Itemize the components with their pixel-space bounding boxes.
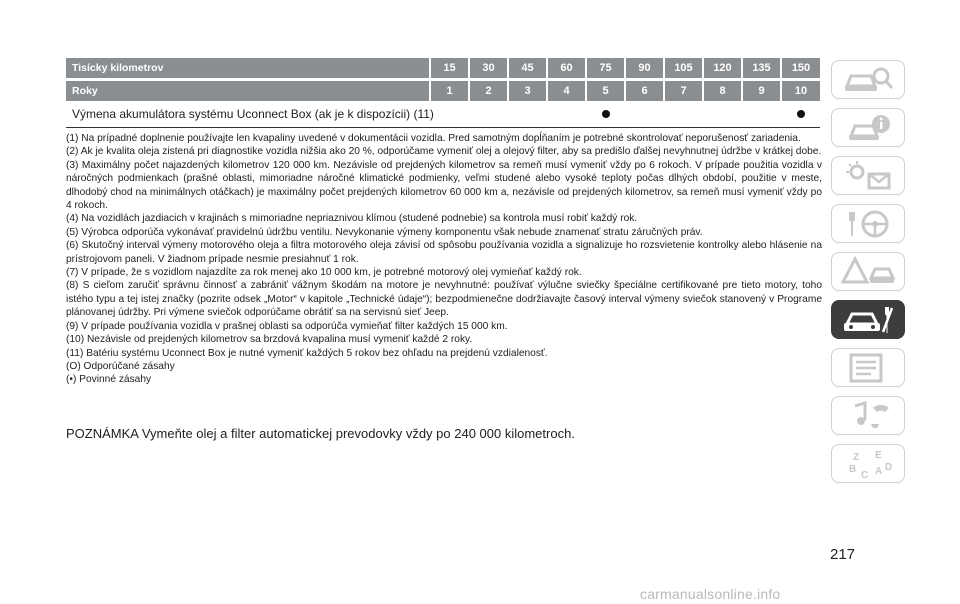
year-cell: 2: [469, 81, 508, 101]
header-years-label: Roky: [66, 81, 430, 101]
footnote: (4) Na vozidlách jazdiacich v krajinách s mimoriadne nepriaznivou klímou (studené podnebie) sa kontrola musí robiť každý rok.: [66, 213, 638, 225]
table-row: [66, 101, 820, 128]
page-number: 217: [830, 546, 856, 563]
row-label: Výmena akumulátora systému Uconnect Box (ak je k dispozícii) (11): [66, 101, 430, 128]
mark-cell: [781, 101, 820, 128]
footnote: (7) V prípade, že s vozidlom najazdíte za rok menej ako 10 000 km, je potrebné motorový olej vymieňať každý rok.: [66, 267, 582, 279]
footnote: (2) Ak je kvalita oleja zistená pri diagnostike vozidla nižšia ako 20 %, odporúčame vymeniť olej a olejový filter, aby sa predišlo ďalšej nevyhnutnej údržbe v krátkej dobe.: [66, 146, 822, 158]
header-km-row: [66, 58, 820, 78]
header-years-row: [66, 81, 820, 101]
year-cell: 5: [586, 81, 625, 101]
footnote: (10) Nezávisle od prejdených kilometrov sa brzdová kvapalina musí vymeniť každé 2 roky.: [66, 334, 473, 346]
year-cell: 9: [742, 81, 781, 101]
km-cell: 45: [508, 58, 547, 78]
mark-cell: [586, 101, 625, 128]
mark-cell: [664, 101, 703, 128]
km-cell: 120: [703, 58, 742, 78]
mark-cell: [547, 101, 586, 128]
wrench-wheel-icon: [841, 208, 895, 240]
svg-text:D: D: [885, 461, 893, 473]
watermark: carmanualsonline.info: [640, 586, 781, 602]
mark-cell: [508, 101, 547, 128]
mandatory-dot: [797, 110, 805, 118]
document-list-icon: [841, 352, 895, 384]
km-cell: 60: [547, 58, 586, 78]
svg-text:A: A: [875, 465, 883, 477]
year-cell: 8: [703, 81, 742, 101]
svg-text:C: C: [861, 469, 869, 480]
maintenance-schedule-table: [66, 58, 820, 128]
svg-text:B: B: [849, 463, 857, 475]
mark-cell: [742, 101, 781, 128]
footnote: (5) Výrobca odporúča vykonávať pravidelnú údržbu ventilu. Nevykonanie výmeny komponentu však nebude znamenať stratu záručných práv.: [66, 226, 703, 238]
triangle-car-icon: [841, 256, 895, 288]
chapter-tab[interactable]: [831, 204, 905, 243]
footnote: (8) S cieľom zaručiť správnu činnosť a zabrániť vážnym škodám na motore je nevyhnutné: používať výlučne sviečky špeciálne certifikované pre tieto motory, toho istého typu a tej istej značky (pozrite odsek „Motor“ v kapitole „Technické údaje“); bezpodmienečne dodržiavajte časový interval výmeny sviečok stanovený v Programe plánovanej údržby. Pri výmene sviečok odporúčame obrátiť sa na servisnú sieť Jeep.: [66, 280, 822, 319]
footnote: (•) Povinné zásahy: [66, 374, 152, 386]
footnote: (11) Batériu systému Uconnect Box je nutné vymeniť každých 5 rokov bez ohľadu na prejdenú vzdialenosť.: [66, 347, 548, 359]
chapter-tab[interactable]: [831, 60, 905, 99]
year-cell: 7: [664, 81, 703, 101]
chapter-tab-active[interactable]: [831, 300, 905, 339]
chapter-sidebar: [831, 60, 905, 492]
mark-cell: [430, 101, 469, 128]
music-phone-icon: [841, 400, 895, 432]
mark-cell: [469, 101, 508, 128]
info-icon: [841, 112, 895, 144]
year-cell: 10: [781, 81, 820, 101]
chapter-tab[interactable]: [831, 252, 905, 291]
year-cell: 1: [430, 81, 469, 101]
svg-text:Z: Z: [853, 451, 860, 463]
km-cell: 135: [742, 58, 781, 78]
footnote: (9) V prípade používania vozidla v prašnej oblasti sa odporúča vymieňať filter každých 15 000 km.: [66, 320, 508, 332]
lights-envelope-icon: [841, 160, 895, 192]
km-cell: 90: [625, 58, 664, 78]
footnote: (6) Skutočný interval výmeny motorového oleja a filtra motorového oleja závisí od spôsobu používania vozidla a signalizuje ho rozsvietenie kontrolky alebo hlásenie na prístrojovom paneli. V žiadnom prípade nesmie presiahnuť 1 rok.: [66, 240, 822, 265]
mandatory-dot: [602, 110, 610, 118]
footnote: (1) Na prípadné doplnenie používajte len kvapaliny uvedené v dokumentácii vozidla. Pred samotným dopĺňaním je potrebné skontrolovať neporušenosť zariadenia.: [66, 133, 801, 144]
note-remark: POZNÁMKA Vymeňte olej a filter automatickej prevodovky vždy po 240 000 kilometroch.: [66, 426, 575, 441]
footnote: (3) Maximálny počet najazdených kilometrov 120 000 km. Nezávisle od prejdených kilometrov sa remeň musí vymeniť vždy po 6 rokoch. V prípade použitia vozidla v náročných podmienkach (prašné oblasti, mimoriadne náročné klimatické podmienky, veľmi studené alebo vysoké teploty počas dlhých období, použitie v meste, dlhodobý chod na minimálnych otáčkach) je maximálny počet prejdených kilometrov 60 000 km a, nezávisle od prejdených kilometrov, sa remeň musí vymeniť vždy po 4 rokoch.: [66, 159, 822, 212]
car-wrench-icon: [841, 304, 895, 336]
km-cell: 105: [664, 58, 703, 78]
mark-cell: [703, 101, 742, 128]
chapter-tab[interactable]: [831, 396, 905, 435]
footnote: (O) Odporúčané zásahy: [66, 360, 175, 372]
chapter-tab[interactable]: [831, 108, 905, 147]
footnotes: [66, 132, 822, 387]
mark-cell: [625, 101, 664, 128]
km-cell: 15: [430, 58, 469, 78]
year-cell: 3: [508, 81, 547, 101]
km-cell: 150: [781, 58, 820, 78]
year-cell: 4: [547, 81, 586, 101]
km-cell: 75: [586, 58, 625, 78]
chapter-tab[interactable]: [831, 444, 905, 483]
header-km-label: Tisícky kilometrov: [66, 58, 430, 78]
km-cell: 30: [469, 58, 508, 78]
car-search-icon: [841, 64, 895, 96]
chapter-tab[interactable]: [831, 156, 905, 195]
alphabet-index-icon: [841, 448, 895, 480]
year-cell: 6: [625, 81, 664, 101]
svg-text:E: E: [875, 449, 882, 461]
chapter-tab[interactable]: [831, 348, 905, 387]
